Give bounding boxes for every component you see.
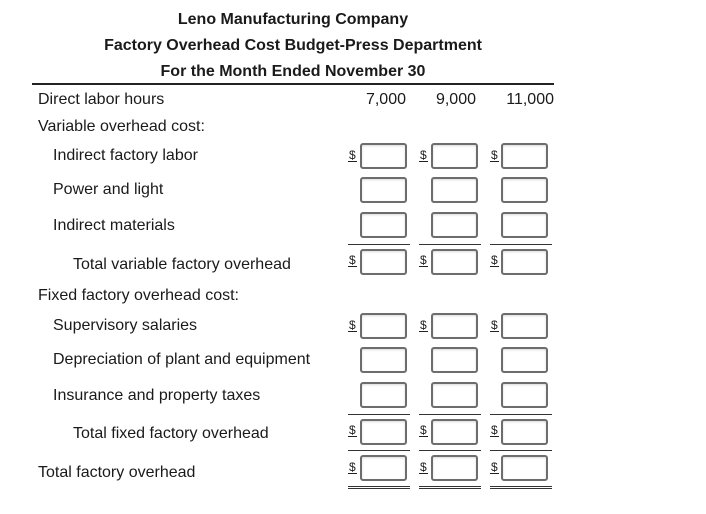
dollar-sign: $ — [349, 423, 356, 437]
supervisory-salaries-7000-input[interactable] — [360, 313, 407, 339]
total-variable-11000-input[interactable] — [501, 249, 548, 275]
dollar-sign: $ — [420, 318, 427, 332]
power-and-light-11000-input[interactable] — [501, 177, 548, 203]
indirect-materials-11000-input[interactable] — [501, 212, 548, 238]
subtotal-rule — [348, 450, 410, 451]
total-variable-7000-input[interactable] — [360, 249, 407, 275]
power-and-light-9000-input[interactable] — [431, 177, 478, 203]
subtotal-rule — [490, 244, 552, 245]
fixed-section-label: Fixed factory overhead cost: — [38, 287, 239, 304]
depreciation-9000-input[interactable] — [431, 347, 478, 373]
variable-section-label: Variable overhead cost: — [38, 118, 205, 135]
subtotal-rule — [419, 450, 481, 451]
subtotal-rule — [490, 450, 552, 451]
insurance-property-taxes-9000-input[interactable] — [431, 382, 478, 408]
indirect-factory-labor-7000-input[interactable] — [360, 143, 407, 169]
dollar-sign: $ — [349, 148, 356, 162]
indirect-factory-labor-9000-input[interactable] — [431, 143, 478, 169]
column-header-3: 11,000 — [506, 91, 554, 108]
dollar-sign: $ — [349, 253, 356, 267]
grand-total-double-rule — [348, 486, 410, 489]
row-label-total-factory-overhead: Total factory overhead — [38, 464, 196, 481]
dollar-sign: $ — [491, 148, 498, 162]
insurance-property-taxes-7000-input[interactable] — [360, 382, 407, 408]
dollar-sign: $ — [420, 460, 427, 474]
subtotal-rule — [419, 244, 481, 245]
supervisory-salaries-9000-input[interactable] — [431, 313, 478, 339]
header-rule — [32, 83, 554, 85]
direct-labor-hours-label: Direct labor hours — [38, 91, 165, 108]
dollar-sign: $ — [420, 148, 427, 162]
row-label-total-variable: Total variable factory overhead — [73, 256, 291, 273]
total-fixed-9000-input[interactable] — [431, 419, 478, 445]
indirect-materials-7000-input[interactable] — [360, 212, 407, 238]
dollar-sign: $ — [420, 423, 427, 437]
subtotal-rule — [348, 244, 410, 245]
insurance-property-taxes-11000-input[interactable] — [501, 382, 548, 408]
column-header-2: 9,000 — [435, 91, 476, 108]
total-factory-overhead-11000-input[interactable] — [501, 455, 548, 481]
total-variable-9000-input[interactable] — [431, 249, 478, 275]
total-factory-overhead-9000-input[interactable] — [431, 455, 478, 481]
subtotal-rule — [419, 414, 481, 415]
subtotal-rule — [348, 414, 410, 415]
dollar-sign: $ — [349, 318, 356, 332]
dollar-sign: $ — [491, 318, 498, 332]
company-name: Leno Manufacturing Company — [177, 11, 409, 28]
indirect-factory-labor-11000-input[interactable] — [501, 143, 548, 169]
indirect-materials-9000-input[interactable] — [431, 212, 478, 238]
total-factory-overhead-7000-input[interactable] — [360, 455, 407, 481]
dollar-sign: $ — [491, 423, 498, 437]
budget-period: For the Month Ended November 30 — [160, 63, 426, 80]
budget-title: Factory Overhead Cost Budget-Press Department — [104, 37, 482, 54]
supervisory-salaries-11000-input[interactable] — [501, 313, 548, 339]
subtotal-rule — [490, 414, 552, 415]
depreciation-7000-input[interactable] — [360, 347, 407, 373]
power-and-light-7000-input[interactable] — [360, 177, 407, 203]
dollar-sign: $ — [349, 460, 356, 474]
row-label-insurance-and-property-taxes: Insurance and property taxes — [53, 387, 261, 404]
dollar-sign: $ — [491, 460, 498, 474]
grand-total-double-rule — [419, 486, 481, 489]
row-label-indirect-factory-labor: Indirect factory labor — [53, 147, 198, 164]
row-label-depreciation: Depreciation of plant and equipment — [53, 351, 311, 368]
row-label-indirect-materials: Indirect materials — [53, 217, 175, 234]
total-fixed-7000-input[interactable] — [360, 419, 407, 445]
dollar-sign: $ — [491, 253, 498, 267]
column-header-1: 7,000 — [365, 91, 406, 108]
depreciation-11000-input[interactable] — [501, 347, 548, 373]
grand-total-double-rule — [490, 486, 552, 489]
row-label-power-and-light: Power and light — [53, 181, 164, 198]
total-fixed-11000-input[interactable] — [501, 419, 548, 445]
dollar-sign: $ — [420, 253, 427, 267]
row-label-total-fixed: Total fixed factory overhead — [73, 425, 269, 442]
row-label-supervisory-salaries: Supervisory salaries — [53, 317, 198, 334]
